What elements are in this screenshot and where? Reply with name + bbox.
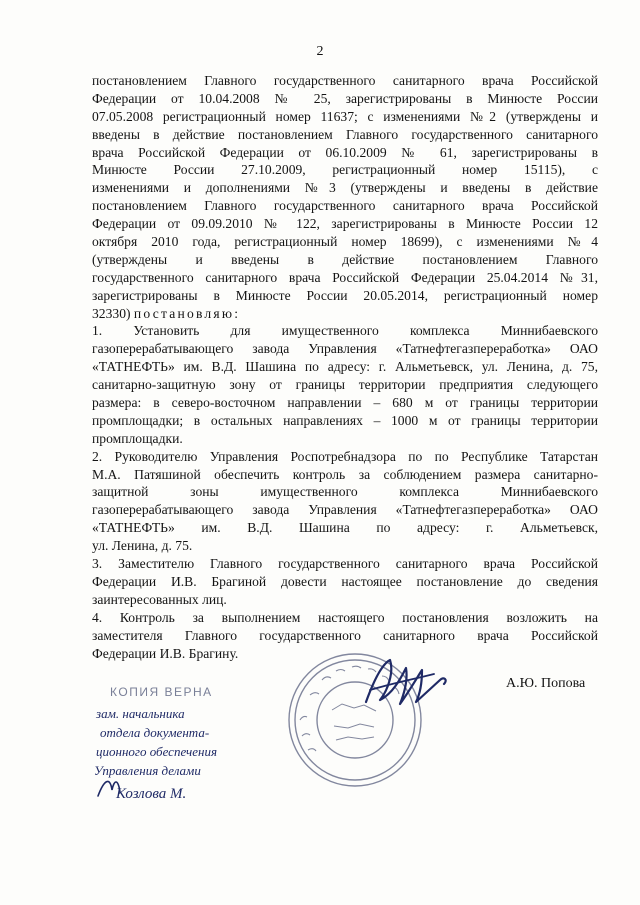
text-line: введены в действие постановлением Главного государственного санитарного <box>92 126 598 142</box>
text-line: врача Российской Федерации от 06.10.2009 № 61, зарегистрированы в <box>92 144 598 160</box>
text-line: Федерации И.В. Брагиной довести настоящее постановление до сведения <box>92 573 598 589</box>
copy-note-line: Управления делами <box>94 763 201 778</box>
preamble-paragraph <box>92 72 598 322</box>
item-3 <box>92 555 598 609</box>
decree-line <box>92 305 598 323</box>
copy-stamp-header: КОПИЯ ВЕРНА <box>110 685 213 699</box>
copy-note-line: отдела документа- <box>100 725 210 740</box>
text-line: размера: в северо-восточном направлении – 680 м от границы территории <box>92 395 598 411</box>
text-line: газоперерабатывающего завода Управления «Татнефтегазпереработка» ОАО <box>92 502 598 518</box>
copy-note-line: зам. начальника <box>96 706 185 721</box>
text-line: газоперерабатывающего завода Управления «Татнефтегазпереработка» ОАО <box>92 341 598 357</box>
text-line: М.А. Патяшиной обеспечить контроль за соблюдением размера санитарно- <box>92 466 598 482</box>
text-line: Минюсте России 27.10.2009, регистрационный номер 15115), с <box>92 162 598 178</box>
text-line: санитарно-защитную зону от границы территории предприятия следующего <box>92 377 598 393</box>
text-line: 2. Руководителю Управления Роспотребнадзора по по Республике Татарстан <box>92 448 598 464</box>
text-line: государственного санитарного врача Российской Федерации 25.04.2014 №31, <box>92 269 598 285</box>
item-1 <box>92 322 598 447</box>
signature-scribble <box>360 650 450 720</box>
text-line: изменениями и дополнениями №3 (утверждены и введены в действие <box>92 180 598 196</box>
text-line: заместителя Главного государственного санитарного врача Российской <box>92 627 598 643</box>
signer-name: А.Ю. Попова <box>506 676 586 691</box>
text-line: 07.05.2008 регистрационный номер 11637; с изменениями №2 (утверждены и <box>92 108 598 124</box>
copy-attestation-stamp <box>88 680 288 810</box>
text-line: 1. Установить для имущественного комплекса Миннибаевского <box>92 323 598 339</box>
text-line: «ТАТНЕФТЬ» им. В.Д. Шашина по адресу: г. Альметьевск, ул. Ленина, д. 75, <box>92 359 598 375</box>
text-line: «ТАТНЕФТЬ» им. В.Д. Шашина по адресу: г. Альметьевск, <box>92 520 598 536</box>
text-line: промплощадки; в остальных направлениях – 1000 м от границы территории <box>92 412 598 428</box>
text-line: Федерации И.В. Брагину. <box>92 645 239 661</box>
text-line: постановлением Главного государственного санитарного врача Российской <box>92 73 598 88</box>
text-line: защитной зоны имущественного комплекса Миннибаевского <box>92 484 598 500</box>
registration-number: 32330) <box>92 305 131 321</box>
document-body <box>92 72 598 662</box>
text-line: 3. Заместителю Главного государственного санитарного врача Российской <box>92 556 598 572</box>
copy-note-line: ционного обеспечения <box>96 744 218 759</box>
item-2 <box>92 448 598 555</box>
text-line: октября 2010 года, регистрационный номер 18699), с изменениями №4 <box>92 234 598 250</box>
text-line: заинтересованных лиц. <box>92 591 227 607</box>
page-number: 2 <box>316 44 324 59</box>
text-line: Федерации от 10.04.2008 № 25, зарегистрированы в Минюсте России <box>92 90 598 106</box>
copy-note-line: Козлова М. <box>116 786 187 802</box>
text-line: Федерации от 09.09.2010 № 122, зарегистрированы в Минюсте России 12 <box>92 216 598 232</box>
text-line: промплощадки. <box>92 430 183 446</box>
decree-word: постановляю: <box>133 305 241 321</box>
text-line: зарегистрированы в Минюсте России 20.05.2014, регистрационный номер <box>92 287 598 303</box>
text-line: (утверждены и введены в действие постановлением Главного <box>92 251 598 267</box>
text-line: 4. Контроль за выполнением настоящего постановления возложить на <box>92 609 598 625</box>
text-line: постановлением Главного государственного санитарного врача Российской <box>92 198 598 214</box>
text-line: ул. Ленина, д. 75. <box>92 538 193 554</box>
